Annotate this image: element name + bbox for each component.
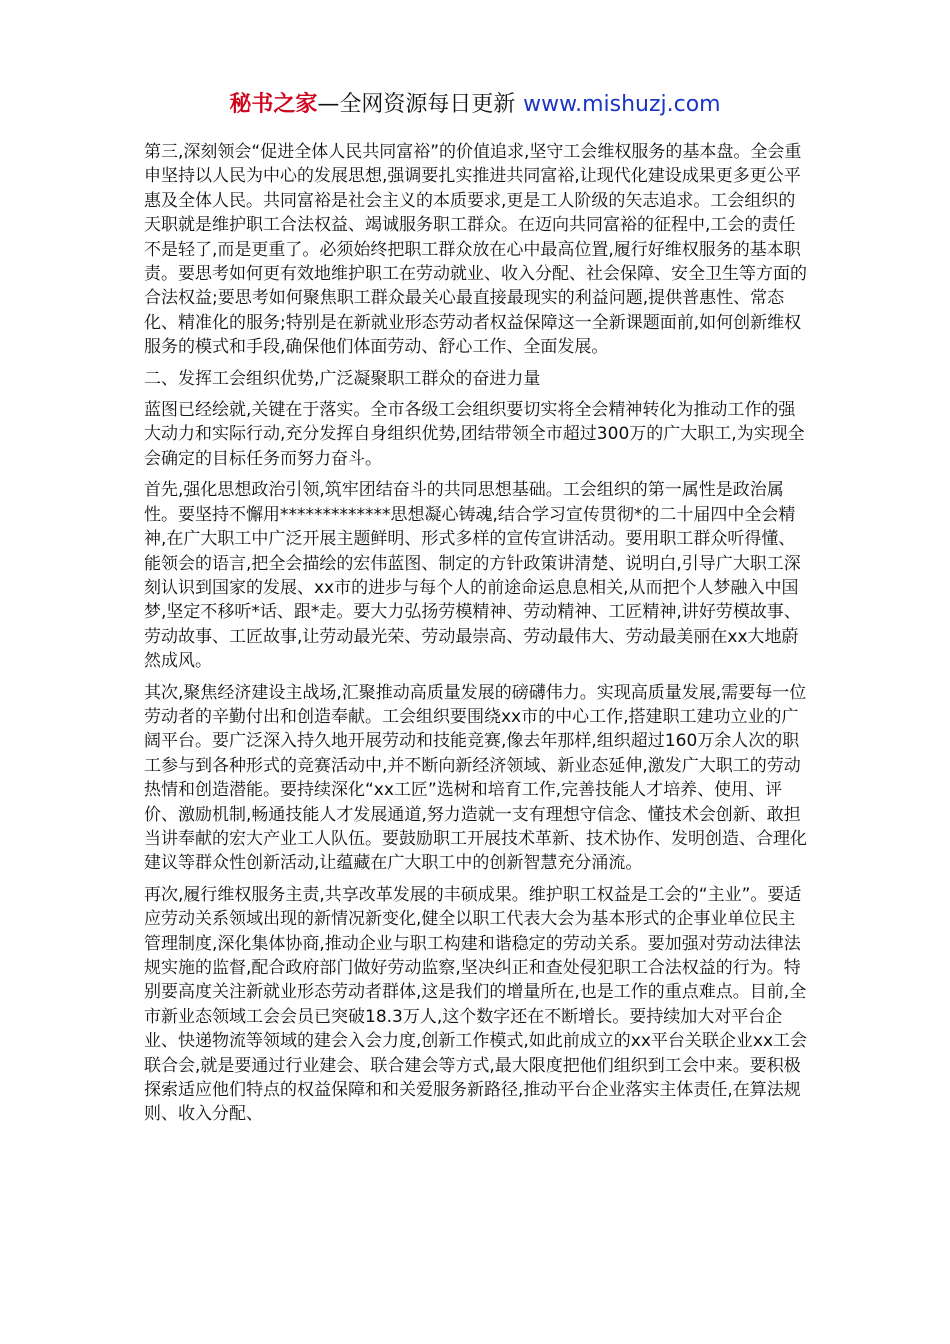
site-url-link[interactable]: www.mishuzj.com bbox=[523, 92, 721, 117]
paragraph-blueprint: 蓝图已经绘就,关键在于落实。全市各级工会组织要切实将全会精神转化为推动工作的强大动力和实际行动,充分发挥自身组织优势,团结带领全市超过300万的广大职工,为实现全会确定的目标任务而努力奋斗。 bbox=[144, 400, 805, 469]
header-dash: — bbox=[317, 92, 340, 117]
paragraph-third-point: 第三,深刻领会“促进全体人民共同富裕”的价值追求,坚守工会维权服务的基本盘。全会重申坚持以人民为中心的发展思想,强调要扎实推进共同富裕,让现代化建设成果更多更公平惠及全体人民。共同富裕是社会主义的本质要求,更是工人阶级的矢志追求。工会组织的天职就是维护职工合法权益、竭诚服务职工群众。在迈向共同富裕的征程中,工会的责任不是轻了,而是更重了。必须始终把职工群众放在心中最高位置,履行好维权服务的基本职责。要思考如何更有效地维护职工在劳动就业、收入分配、社会保障、安全卫生等方面的合法权益;要思考如何聚焦职工群众最关心最直接最现实的利益问题,提供普惠性、常态化、精准化的服务;特别是在新就业形态劳动者权益保障这一全新课题面前,如何创新维权服务的模式和手段,确保他们体面劳动、舒心工作、全面发展。 bbox=[144, 142, 807, 358]
site-header bbox=[0, 88, 950, 122]
paragraph-second: 其次,聚焦经济建设主战场,汇聚推动高质量发展的磅礴伟力。实现高质量发展,需要每一位劳动者的辛勤付出和创造奉献。工会组织要围绕xx市的中心工作,搭建职工建功立业的广阔平台。要广泛深入持久地开展劳动和技能竞赛,像去年那样,组织超过160万余人次的职工参与到各种形式的竞赛活动中,并不断向新经济领域、新业态延伸,激发广大职工的劳动热情和创造潜能。要持续深化“xx工匠”选树和培育工作,完善技能人才培养、使用、评价、激励机制,畅通技能人才发展通道,努力造就一支有理想守信念、懂技术会创新、敢担当讲奉献的宏大产业工人队伍。要鼓励职工开展技术革新、技术协作、发明创造、合理化建议等群众性创新活动,让蕴藏在广大职工中的创新智慧充分涌流。 bbox=[144, 682, 807, 874]
paragraph-third: 再次,履行维权服务主责,共享改革发展的丰硕成果。维护职工权益是工会的“主业”。要适应劳动关系领域出现的新情况新变化,健全以职工代表大会为基本形式的企事业单位民主管理制度,深化集体协商,推动企业与职工构建和谐稳定的劳动关系。要加强对劳动法律法规实施的监督,配合政府部门做好劳动监察,坚决纠正和查处侵犯职工合法权益的行为。特别要高度关注新就业形态劳动者群体,这是我们的增量所在,也是工作的重点难点。目前,全市新业态领域工会会员已突破18.3万人,这个数字还在不断增长。要持续加大对平台企业、快递物流等领域的建会入会力度,创新工作模式,如此前成立的xx平台关联企业xx工会联合会,就是要通过行业建会、联合建会等方式,最大限度把他们组织到工会中来。要积极探索适应他们特点的权益保障和和关爱服务新路径,推动平台企业落实主体责任,在算法规则、收入分配、 bbox=[144, 884, 808, 1125]
document-body bbox=[144, 140, 808, 1134]
site-slogan: 全网资源每日更新 bbox=[339, 92, 516, 117]
section-heading-two: 二、发挥工会组织优势,广泛凝聚职工群众的奋进力量 bbox=[144, 368, 541, 389]
paragraph-first: 首先,强化思想政治引领,筑牢团结奋斗的共同思想基础。工会组织的第一属性是政治属性。要坚持不懈用*************思想凝心铸魂,结合学习宣传贯彻*的二十届四中全会精神,在广大职工中广泛开展主题鲜明、形式多样的宣传宣讲活动。要用职工群众听得懂、能领会的语言,把全会描绘的宏伟蓝图、制定的方针政策讲清楚、说明白,引导广大职工深刻认识到国家的发展、xx市的进步与每个人的前途命运息息相关,从而把个人梦融入中国梦,坚定不移听*话、跟*走。要大力弘扬劳模精神、劳动精神、工匠精神,讲好劳模故事、劳动故事、工匠故事,让劳动最光荣、劳动最崇高、劳动最伟大、劳动最美丽在xx大地蔚然成风。 bbox=[144, 480, 801, 672]
site-brand: 秘书之家 bbox=[229, 92, 318, 117]
